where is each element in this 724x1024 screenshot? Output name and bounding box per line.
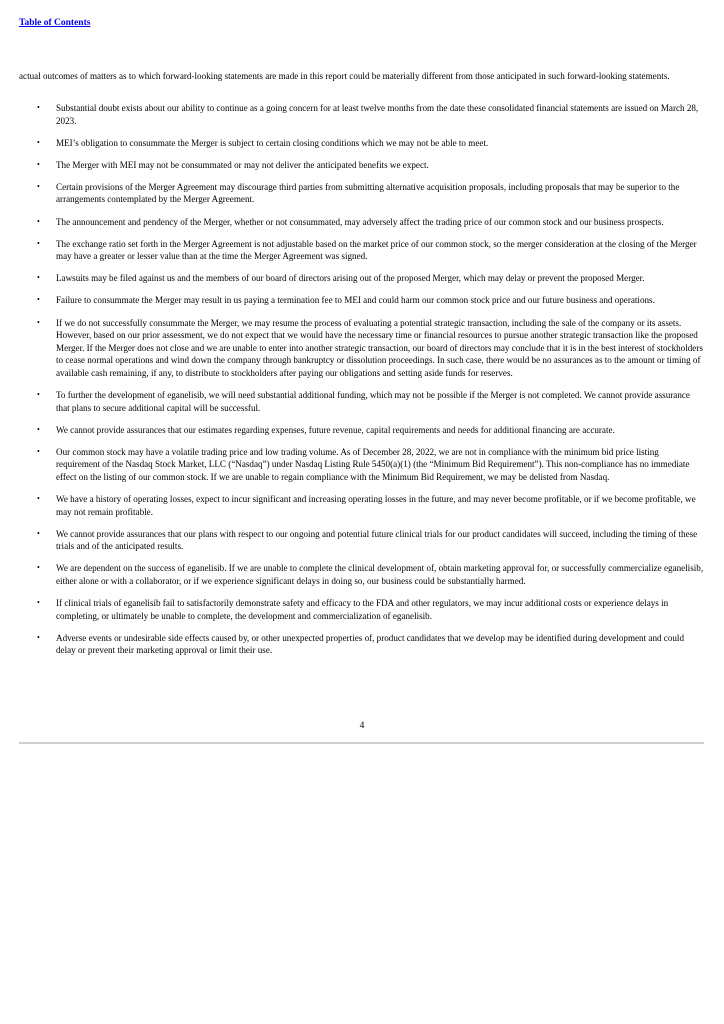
bullet-icon: • xyxy=(37,598,40,608)
bullet-icon: • xyxy=(37,295,40,305)
bullet-icon: • xyxy=(37,632,40,642)
list-item xyxy=(0,102,704,127)
list-item xyxy=(0,528,704,553)
page-divider xyxy=(19,742,704,744)
list-item-text: MEI’s obligation to consummate the Merger is subject to certain closing conditions which we may not be able to meet. xyxy=(56,137,489,148)
list-item-text: We have a history of operating losses, expect to incur significant and increasing operating losses in the future, and may never become profitable, or if we become profitable, we may not remain profitable. xyxy=(56,494,696,517)
bullet-icon: • xyxy=(37,181,40,191)
list-item-text: Adverse events or undesirable side effects caused by, or other unexpected properties of, product candidates that we develop may be identified during development and could delay or prevent their marketing approval or limit their use. xyxy=(56,632,685,656)
bullet-icon: • xyxy=(37,446,40,456)
list-item-text: Our common stock may have a volatile trading price and low trading volume. As of December 28, 2022, we are not in compliance with the minimum bid price listing requirement of the Nasdaq Stock Market, LLC (“Nasdaq”) under Nasdaq Listing Rule 5450(a)(1) (the “Minimum Bid Requirement”). This non-compliance has no immediate effect on the listing of our common stock. If we are unable to regain compliance with the Minimum Bid Requirement, we may be delisted from Nasdaq. xyxy=(56,446,690,482)
list-item-text: The exchange ratio set forth in the Merger Agreement is not adjustable based on the market price of our common stock, so the merger consideration at the closing of the Merger may have a greater or lesser value than at the time the Merger Agreement was signed. xyxy=(56,238,697,262)
list-item-text: If we do not successfully consummate the Merger, we may resume the process of evaluating a potential strategic transaction, including the sale of the company or its assets. However, based on our prior assessment, we do not expect that we would have the necessary time or financial resources to pursue another strategic transaction like the proposed Merger. If the Merger does not close and we are unable to enter into another strategic transaction, our board of directors may conclude that it is in the best interest of stockholders to cease normal operations and wind down the company through bankruptcy or dissolution proceedings. In such case, there would be no assurances as to the amount or timing of available cash remaining, if any, to distribute to stockholders after paying our obligations and setting aside funds for reserves. xyxy=(56,317,703,378)
bullet-icon: • xyxy=(37,137,40,147)
bullet-icon: • xyxy=(37,103,40,112)
list-item xyxy=(0,294,704,307)
list-item-text: We cannot provide assurances that our plans with respect to our ongoing and potential future clinical trials for our product candidates will succeed, including the timing of these trials and of the anticipated results. xyxy=(56,528,698,552)
bullet-icon: • xyxy=(37,159,40,169)
list-item-text: Substantial doubt exists about our ability to continue as a going concern for at least twelve months from the date these consolidated financial statements are issued on March 28, 2023. xyxy=(56,103,699,126)
list-item xyxy=(0,389,704,414)
page-number: 4 xyxy=(359,721,365,731)
list-item xyxy=(0,216,704,229)
list-item xyxy=(0,159,704,172)
bullet-icon: • xyxy=(37,273,40,283)
list-item xyxy=(0,493,704,518)
list-item xyxy=(0,238,704,263)
list-item xyxy=(0,597,704,622)
bullet-icon: • xyxy=(37,238,40,248)
bullet-icon: • xyxy=(37,390,40,399)
bullet-icon: • xyxy=(37,563,40,573)
list-item xyxy=(0,446,704,484)
list-item-text: Failure to consummate the Merger may result in us paying a termination fee to MEI and could harm our common stock price and our future business and operations. xyxy=(56,295,655,306)
list-item xyxy=(0,137,704,150)
list-item-text: Certain provisions of the Merger Agreement may discourage third parties from submitting alternative acquisition proposals, including proposals that may be superior to the arrangements contemplated by the Merger Agreement. xyxy=(56,181,680,205)
table-of-contents-link[interactable]: Table of Contents xyxy=(19,18,91,28)
list-item-text: We cannot provide assurances that our estimates regarding expenses, future revenue, capital requirements and needs for additional financing are accurate. xyxy=(56,424,615,435)
list-item xyxy=(0,181,704,206)
list-item-text: The announcement and pendency of the Merger, whether or not consummated, may adversely affect the trading price of our common stock and our business prospects. xyxy=(56,216,664,227)
risk-factor-list xyxy=(0,102,704,667)
bullet-icon: • xyxy=(37,216,40,226)
list-item-text: The Merger with MEI may not be consummated or may not deliver the anticipated benefits we expect. xyxy=(56,159,429,170)
bullet-icon: • xyxy=(37,494,40,504)
bullet-icon: • xyxy=(37,528,40,538)
list-item-text: To further the development of eganelisib, we will need substantial additional funding, which may not be possible if the Merger is not completed. We cannot provide assurance that plans to secure additional capital will be successful. xyxy=(56,390,690,413)
list-item xyxy=(0,632,704,657)
list-item xyxy=(0,424,704,437)
list-item xyxy=(0,562,704,587)
list-item xyxy=(0,272,704,285)
list-item-text: Lawsuits may be filed against us and the members of our board of directors arising out of the proposed Merger, which may delay or prevent the proposed Merger. xyxy=(56,273,645,284)
bullet-icon: • xyxy=(37,424,40,434)
bullet-icon: • xyxy=(37,317,40,327)
list-item-text: If clinical trials of eganelisib fail to satisfactorily demonstrate safety and efficacy to the FDA and other regulators, we may incur additional costs or experience delays in completing, or ultimately be unable to complete, the development and commercialization of eganelisib. xyxy=(56,598,669,621)
list-item xyxy=(0,317,704,380)
list-item-text: We are dependent on the success of eganelisib. If we are unable to complete the clinical development of, obtain marketing approval for, or successfully commercialize eganelisib, either alone or with a collaborator, or if we experience significant delays in doing so, our business could be substantially harmed. xyxy=(56,563,704,587)
intro-paragraph: actual outcomes of matters as to which forward-looking statements are made in this report could be materially different from those anticipated in such forward-looking statements. xyxy=(19,71,670,81)
